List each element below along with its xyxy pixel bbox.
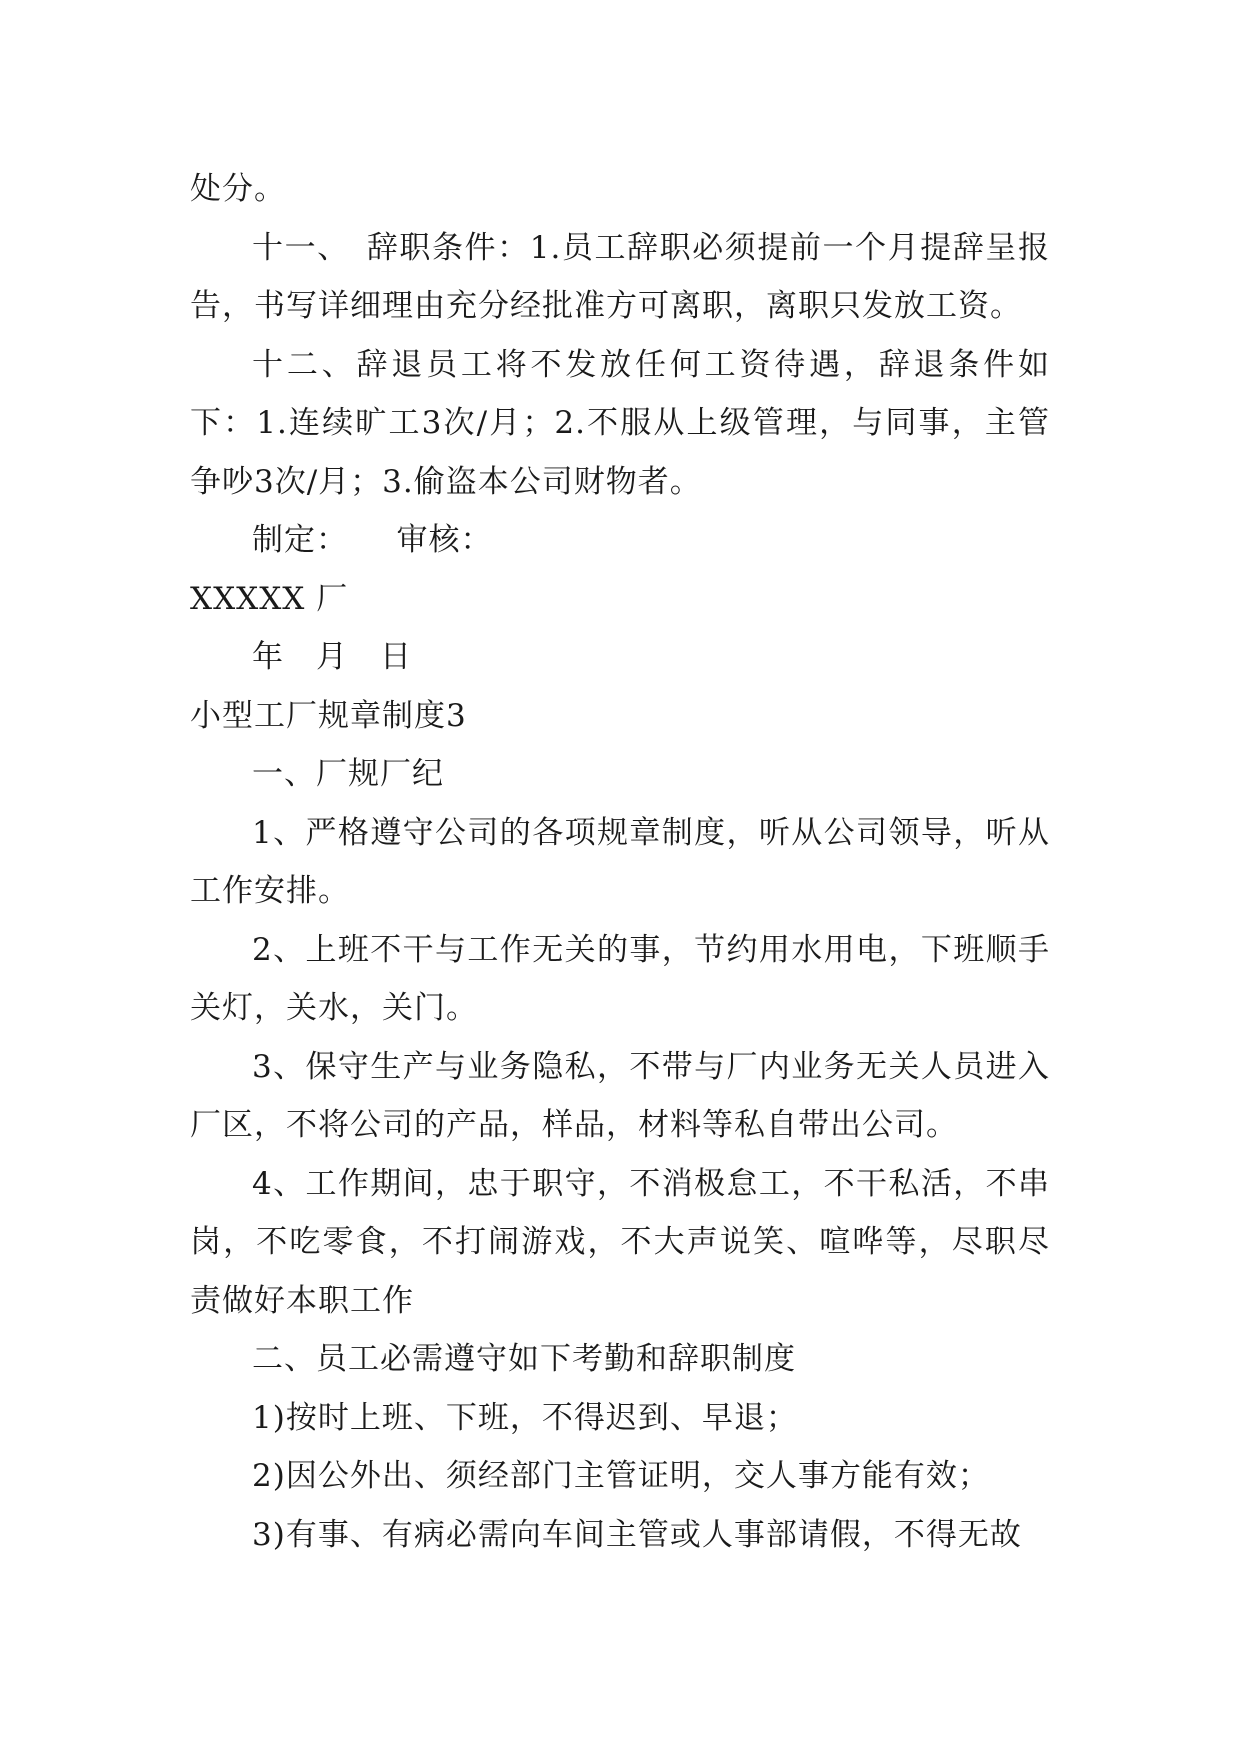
paragraph: 3、保守生产与业务隐私，不带与厂内业务无关人员进入厂区，不将公司的产品，样品，材料等私自带出公司。 [190, 1048, 1050, 1143]
list-item: 1)按时上班、下班，不得迟到、早退； [252, 1399, 798, 1436]
section-heading: 二、员工必需遵守如下考勤和辞职制度 [252, 1341, 796, 1377]
paragraph: 4、工作期间，忠于职守，不消极怠工，不干私活，不串岗，不吃零食，不打闹游戏，不大声说笑、喧哗等，尽职尽责做好本职工作 [190, 1165, 1050, 1319]
list-item: 2)因公外出、须经部门主管证明，交人事方能有效； [252, 1458, 990, 1494]
signature-line: 制定： 审核： [252, 522, 493, 558]
section-heading: 一、厂规厂纪 [252, 756, 444, 792]
factory-name: XXXXX 厂 [190, 580, 349, 617]
paragraph: 1、严格遵守公司的各项规章制度，听从公司领导，听从工作安排。 [190, 814, 1050, 909]
document-body [190, 160, 1050, 1564]
paragraph: 十二、辞退员工将不发放任何工资待遇，辞退条件如下：1.连续旷工3次/月；2.不服从上级管理，与同事，主管争吵3次/月；3.偷盗本公司财物者。 [190, 346, 1050, 500]
list-item: 3)有事、有病必需向车间主管或人事部请假，不得无故 [252, 1516, 1022, 1553]
section-title: 小型工厂规章制度3 [190, 697, 467, 734]
paragraph: 处分。 [190, 171, 286, 207]
paragraph: 2、上班不干与工作无关的事，节约用水用电，下班顺手关灯，关水，关门。 [190, 931, 1050, 1026]
date-line: 年 月 日 [252, 639, 412, 675]
paragraph: 十一、 辞职条件：1.员工辞职必须提前一个月提辞呈报告，书写详细理由充分经批准方可离职，离职只发放工资。 [190, 229, 1050, 324]
